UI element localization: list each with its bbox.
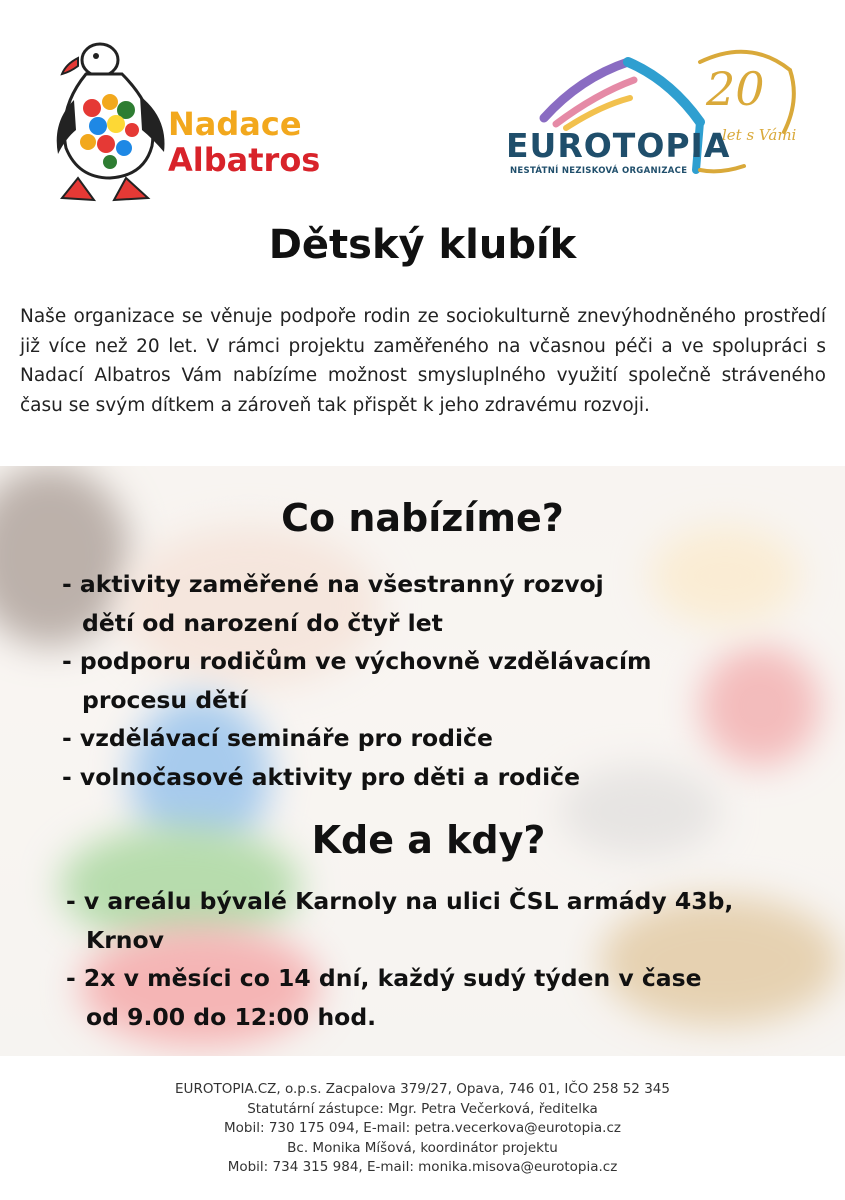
footer-contact-2: Mobil: 734 315 984, E-mail: monika.misova@eurotopia.cz: [227, 1159, 618, 1175]
footer-contacts: [0, 1080, 845, 1178]
offer-list: [62, 565, 652, 796]
header-logos: [0, 0, 845, 215]
intro-paragraph: Naše organizace se věnuje podpoře rodin ze sociokulturně znevýhodněného prostředí již více než 20 let. V rámci projektu zaměřeného na včasnou péči a ve spolupráci s Nadací Albatros Vám nabízíme možnost smysluplného využití společně stráveného času se svým dítkem a zároveň tak přispět k jeho zdravému rozvoji.: [20, 306, 826, 416]
footer-org-address: EUROTOPIA.CZ, o.p.s. Zacpalova 379/27, Opava, 746 01, IČO 258 52 345: [175, 1081, 670, 1097]
eurotopia-name: EUROTOPIA: [506, 126, 731, 165]
eurotopia-logo: [500, 40, 820, 190]
offer-heading: Co nabízíme?: [281, 496, 564, 540]
list-item: - vzdělávací semináře pro rodiče: [62, 724, 493, 752]
list-item-continuation: od 9.00 do 12:00 hod.: [86, 1002, 377, 1031]
where-list: [66, 882, 733, 1036]
list-item: - volnočasové aktivity pro děti a rodiče: [62, 762, 581, 791]
nadace-albatros-logo: [48, 38, 338, 208]
eurotopia-subtitle: NESTÁTNÍ NEZISKOVÁ ORGANIZACE: [510, 166, 688, 176]
albatros-line1: Nadace: [168, 105, 302, 143]
list-item: - aktivity zaměřené na všestranný rozvoj: [62, 570, 604, 598]
list-item-continuation: procesu dětí: [82, 685, 248, 714]
anniversary-text: let s Vámi: [722, 126, 797, 144]
albatros-line2: Albatros: [168, 141, 321, 179]
list-item-continuation: dětí od narození do čtyř let: [82, 608, 443, 637]
list-item-continuation: Krnov: [86, 925, 164, 954]
where-heading: Kde a kdy?: [311, 818, 546, 862]
page-title: Dětský klubík: [268, 222, 577, 268]
footer-contact-1: Mobil: 730 175 094, E-mail: petra.vecerkova@eurotopia.cz: [224, 1120, 621, 1136]
anniversary-number: 20: [706, 62, 765, 116]
albatros-wordmark: [168, 106, 320, 178]
footer-coordinator: Bc. Monika Míšová, koordinátor projektu: [287, 1139, 558, 1156]
albatros-bird-icon: [48, 38, 178, 208]
list-item: - v areálu bývalé Karnoly na ulici ČSL armády 43b,: [66, 887, 734, 915]
list-item: - 2x v měsíci co 14 dní, každý sudý týden v čase: [66, 964, 702, 992]
footer-statutory-rep: Statutární zástupce: Mgr. Petra Večerková, ředitelka: [247, 1100, 598, 1117]
list-item: - podporu rodičům ve výchovně vzdělávacím: [62, 647, 652, 675]
